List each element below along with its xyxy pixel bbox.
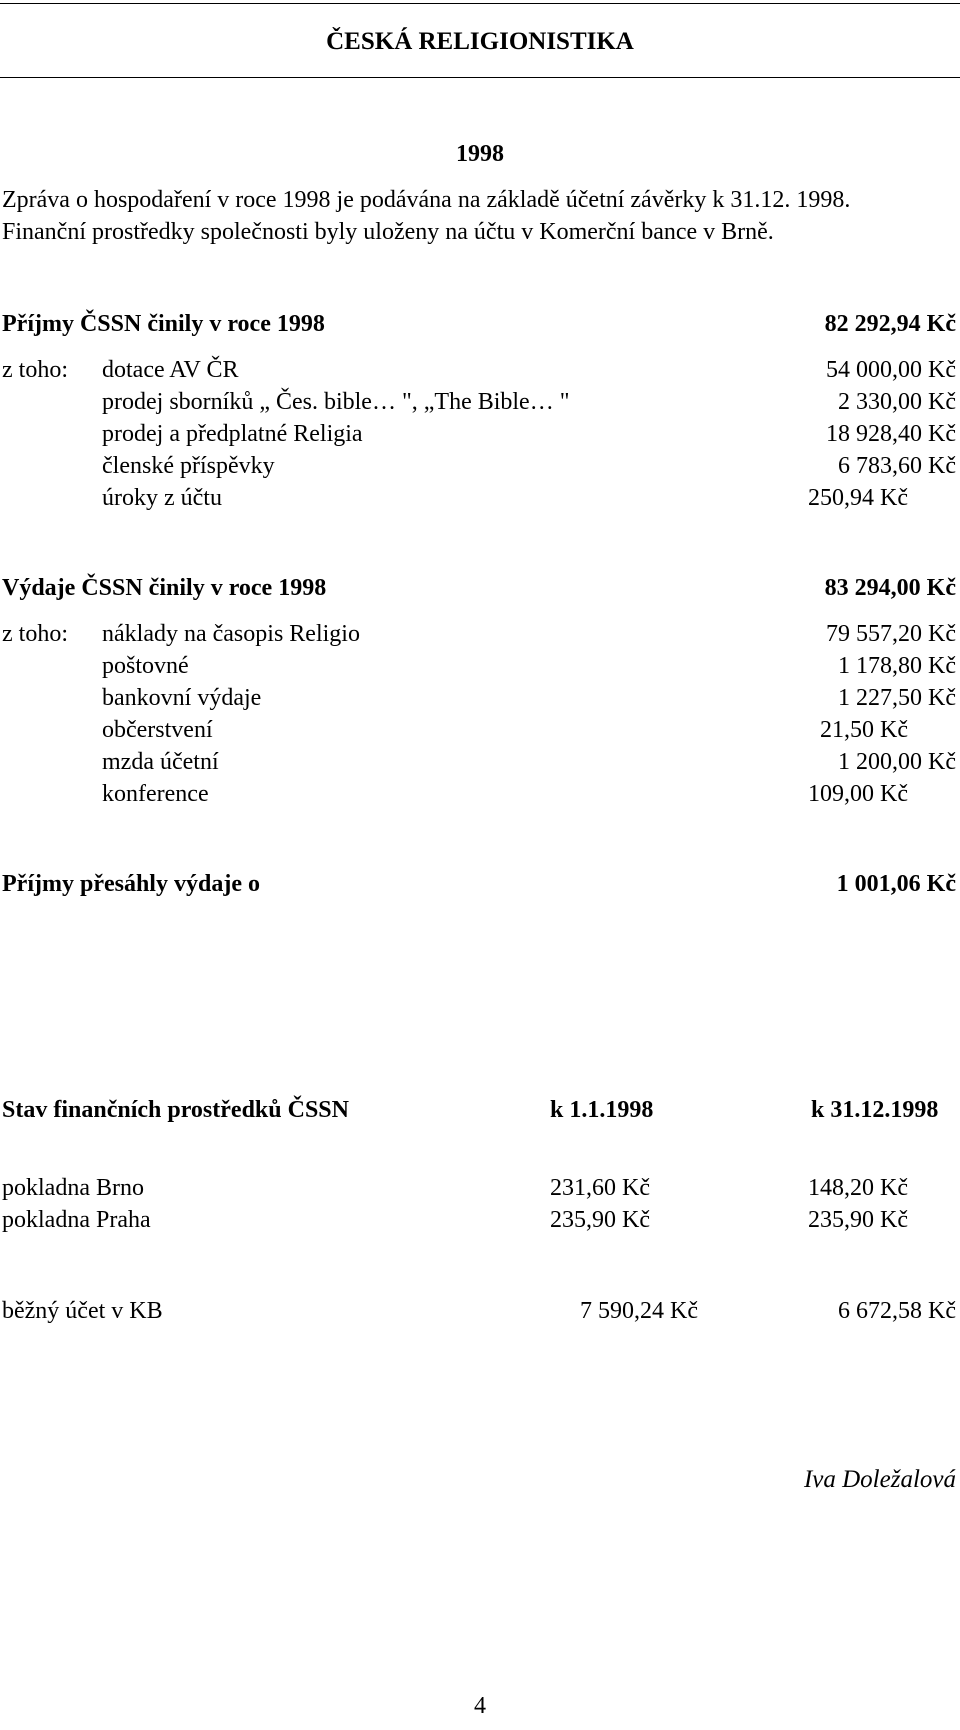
balance-label: Příjmy přesáhly výdaje o [2,871,260,897]
funds-row-label: běžný účet v KB [2,1298,163,1324]
income-total: 82 292,94 Kč [824,311,956,337]
income-item-amount: 2 330,00 Kč [838,389,956,415]
funds-row-label: pokladna Brno [2,1175,144,1201]
expense-item-label: poštovné [102,653,189,679]
income-item-amount: 250,94 Kč [808,485,908,511]
expense-item-label: bankovní výdaje [102,685,262,711]
balance-amount: 1 001,06 Kč [836,871,956,897]
expense-item-amount: 1 227,50 Kč [838,685,956,711]
expense-item-amount: 1 200,00 Kč [838,749,956,775]
income-item-label: prodej sborníků „ Čes. bible… ", „The Bible… " [102,389,570,415]
expense-item-amount: 1 178,80 Kč [838,653,956,679]
expenses-prefix: z toho: [2,621,68,647]
page-title: ČESKÁ RELIGIONISTIKA [326,28,634,55]
expense-item-label: mzda účetní [102,749,219,775]
income-item-label: členské příspěvky [102,453,275,479]
report-year: 1998 [456,141,504,167]
income-item-amount: 18 928,40 Kč [826,421,956,447]
funds-row-start: 235,90 Kč [550,1207,650,1233]
expense-item-label: konference [102,781,209,807]
page-number: 4 [474,1693,486,1719]
expense-item-label: náklady na časopis Religio [102,621,360,647]
income-prefix: z toho: [2,357,68,383]
funds-heading: Stav finančních prostředků ČSSN [2,1097,349,1123]
top-rule [0,3,960,4]
expenses-heading: Výdaje ČSSN činily v roce 1998 [2,575,327,601]
intro-line-2: Finanční prostředky společnosti byly uloženy na účtu v Komerční bance v Brně. [2,219,774,245]
income-item-label: úroky z účtu [102,485,222,511]
funds-col-end: k 31.12.1998 [811,1097,939,1123]
expenses-total: 83 294,00 Kč [824,575,956,601]
expense-item-label: občerstvení [102,717,213,743]
signature: Iva Doležalová [803,1466,956,1493]
header-rule [0,77,960,78]
income-item-label: dotace AV ČR [102,357,239,383]
income-item-amount: 54 000,00 Kč [826,357,956,383]
expense-item-amount: 21,50 Kč [820,717,908,743]
funds-row-end: 148,20 Kč [808,1175,908,1201]
expense-item-amount: 109,00 Kč [808,781,908,807]
expense-item-amount: 79 557,20 Kč [826,621,956,647]
funds-row-start: 231,60 Kč [550,1175,650,1201]
funds-row-start: 7 590,24 Kč [580,1298,698,1324]
funds-row-end: 235,90 Kč [808,1207,908,1233]
funds-row-end: 6 672,58 Kč [838,1298,956,1324]
income-item-label: prodej a předplatné Religia [102,421,363,447]
income-heading: Příjmy ČSSN činily v roce 1998 [2,311,325,337]
intro-line-1: Zpráva o hospodaření v roce 1998 je podávána na základě účetní závěrky k 31.12. 1998. [2,187,851,213]
funds-row-label: pokladna Praha [2,1207,151,1233]
funds-col-start: k 1.1.1998 [550,1097,654,1123]
income-item-amount: 6 783,60 Kč [838,453,956,479]
